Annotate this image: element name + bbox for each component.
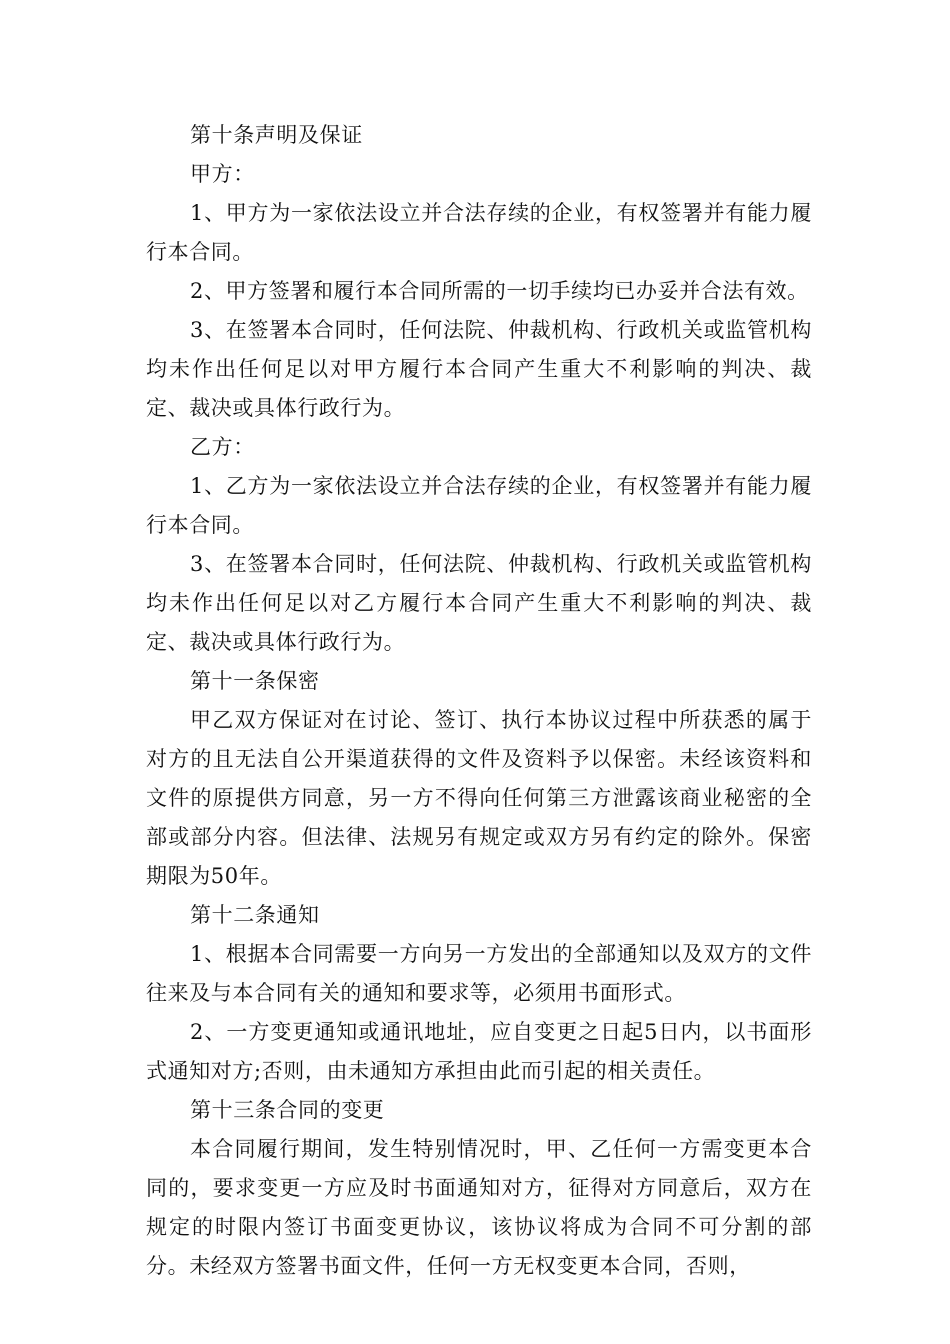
party-a-label: 甲方： [190, 162, 255, 186]
notice-clause-2: 2、一方变更通知或通讯地址，应自变更之日起5日内，以书面形式通知对方;否则，由未通知方承担由此而引起的相关责任。 [146, 1020, 812, 1083]
party-b-label: 乙方： [190, 435, 255, 459]
amendment-paragraph: 本合同履行期间，发生特别情况时，甲、乙任何一方需变更本合同的，要求变更一方应及时书面通知对方，征得对方同意后，双方在规定的时限内签订书面变更协议，该协议将成为合同不可分割的部分。未经双方签署书面文件，任何一方无权变更本合同，否则， [146, 1137, 812, 1278]
article-12-heading: 第十二条通知 [190, 903, 320, 927]
party-b-clause-1: 1、乙方为一家依法设立并合法存续的企业，有权签署并有能力履行本合同。 [146, 474, 812, 537]
confidentiality-paragraph: 甲乙双方保证对在讨论、签订、执行本协议过程中所获悉的属于对方的且无法自公开渠道获得的文件及资料予以保密。未经该资料和文件的原提供方同意，另一方不得向任何第三方泄露该商业秘密的全部或部分内容。但法律、法规另有规定或双方另有约定的除外。保密期限为50年。 [146, 708, 812, 888]
party-a-clause-2: 2、甲方签署和履行本合同所需的一切手续均已办妥并合法有效。 [190, 279, 809, 303]
article-10-heading: 第十条声明及保证 [190, 123, 363, 147]
party-b-clause-3: 3、在签署本合同时，任何法院、仲裁机构、行政机关或监管机构均未作出任何足以对乙方履行本合同产生重大不利影响的判决、裁定、裁决或具体行政行为。 [146, 552, 812, 654]
document-body [146, 116, 812, 1286]
article-13-heading: 第十三条合同的变更 [190, 1098, 385, 1122]
party-a-clause-1: 1、甲方为一家依法设立并合法存续的企业，有权签署并有能力履行本合同。 [146, 201, 812, 264]
party-a-clause-3: 3、在签署本合同时，任何法院、仲裁机构、行政机关或监管机构均未作出任何足以对甲方履行本合同产生重大不利影响的判决、裁定、裁决或具体行政行为。 [146, 318, 812, 420]
article-11-heading: 第十一条保密 [190, 669, 320, 693]
notice-clause-1: 1、根据本合同需要一方向另一方发出的全部通知以及双方的文件往来及与本合同有关的通知和要求等，必须用书面形式。 [146, 942, 812, 1005]
